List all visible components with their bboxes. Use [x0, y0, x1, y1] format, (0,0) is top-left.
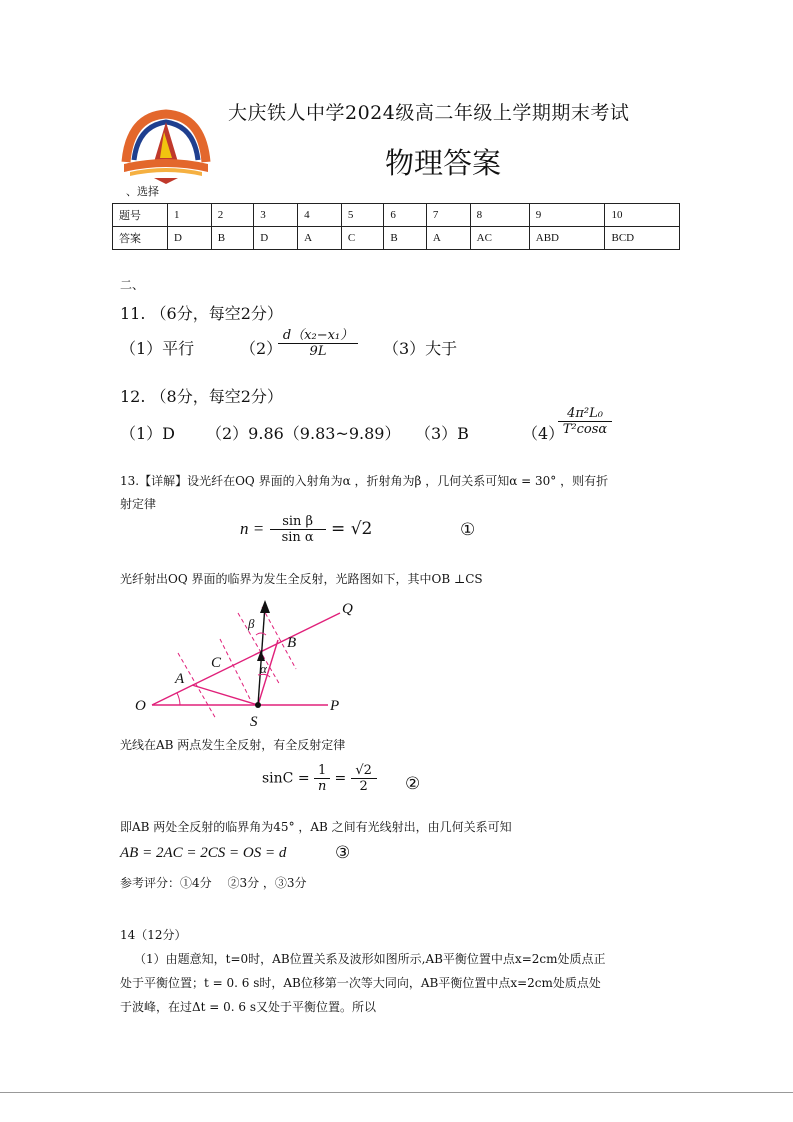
- section-heading-2: 二、: [120, 278, 145, 292]
- arrow-head-top: [260, 600, 270, 613]
- q12-part3: （3）B: [415, 424, 469, 443]
- table-cell: 2: [211, 204, 254, 227]
- q13-line1: 13.【详解】设光纤在OQ 界面的入射角为α ，折射角为β ，几何关系可知α = 30° ，则有折: [120, 474, 609, 488]
- label-O: O: [135, 698, 146, 714]
- q14-header: 14（12分）: [120, 928, 187, 942]
- equation-marker-1: ①: [460, 520, 476, 540]
- table-cell: 答案: [113, 227, 168, 250]
- q13-line3: 光纤射出OQ 界面的临界为发生全反射，光路图如下，其中OB ⊥CS: [120, 572, 483, 586]
- q13-line5: 即AB 两处全反射的临界角为45° ，AB 之间有光线射出，由几何关系可知: [120, 820, 512, 834]
- eq2-f2-num: √2: [355, 763, 372, 778]
- equation-marker-3: ③: [335, 843, 351, 863]
- q12-part4-label: （4）: [522, 424, 565, 443]
- ray-AS: [192, 685, 258, 705]
- table-cell: 8: [470, 204, 529, 227]
- optics-diagram: [130, 595, 360, 730]
- table-cell: A: [426, 227, 470, 250]
- table-cell: 1: [168, 204, 212, 227]
- q11-header: 11. （6分，每空2分）: [120, 304, 283, 323]
- q11-frac-num: d（x₂−x₁）: [282, 328, 354, 343]
- q12-header: 12. （8分，每空2分）: [120, 387, 283, 406]
- table-cell: 题号: [113, 204, 168, 227]
- eq2-eq: =: [334, 770, 347, 787]
- eq2-f1-num: 1: [318, 763, 327, 778]
- q12-frac-num: 4π²L₀: [567, 406, 603, 421]
- table-row: [113, 227, 680, 250]
- q12-part1: （1）D: [120, 424, 176, 443]
- q13-scoring: 参考评分：①4分 ②3分 ，③3分: [120, 876, 307, 890]
- table-cell: D: [254, 227, 298, 250]
- answer-table: [112, 203, 680, 250]
- table-cell: ABD: [529, 227, 605, 250]
- q13-line2: 射定律: [120, 497, 157, 511]
- school-logo: [120, 106, 212, 186]
- table-cell: 6: [384, 204, 427, 227]
- label-P: P: [330, 698, 340, 714]
- label-C: C: [211, 655, 222, 671]
- equation-2: [262, 763, 377, 794]
- q11-part2-label: （2）: [240, 339, 283, 358]
- label-alpha: α: [260, 661, 267, 676]
- eq2-lhs: sinC =: [262, 770, 310, 787]
- q14-line2: 处于平衡位置；t = 0. 6 s时，AB位移第一次等大同向，AB平衡位置中点x=2cm处质点处: [120, 976, 601, 990]
- eq1-num: sin β: [282, 514, 314, 529]
- table-cell: A: [298, 227, 342, 250]
- eq1-rhs: = √2: [331, 519, 373, 539]
- q12-fraction: [558, 406, 612, 437]
- equation-3: AB = 2AC = 2CS = OS = d: [120, 845, 287, 861]
- table-cell: B: [211, 227, 254, 250]
- normal-B-left: [238, 613, 280, 685]
- q12-frac-den: T²cosα: [558, 421, 612, 437]
- q14-line1: （1）由题意知，t=0时，AB位置关系及波形如图所示,AB平衡位置中点x=2cm处质点正: [134, 952, 606, 966]
- table-cell: AC: [470, 227, 529, 250]
- q13-line4: 光线在AB 两点发生全反射，有全反射定律: [120, 738, 346, 752]
- table-cell: 9: [529, 204, 605, 227]
- q14-line3: 于波峰，在过Δt = 0. 6 s又处于平衡位置。所以: [120, 1000, 377, 1014]
- table-row: [113, 204, 680, 227]
- label-A: A: [175, 671, 185, 687]
- q11-fraction: [278, 324, 358, 359]
- eq1-den: sin α: [270, 529, 326, 545]
- angle-arc-O: [177, 693, 180, 705]
- table-cell: BCD: [605, 227, 680, 250]
- eq2-f1-den: n: [314, 778, 330, 794]
- table-cell: 10: [605, 204, 680, 227]
- q11-part3: （3）大于: [383, 339, 458, 358]
- equation-1: [240, 514, 372, 545]
- page-title: 物理答案: [385, 146, 502, 180]
- angle-arc-beta: [256, 633, 266, 635]
- school-title: 大庆铁人中学2024级高二年级上学期期末考试: [228, 102, 630, 124]
- eq1-lhs: n =: [240, 519, 265, 538]
- section-heading-1: 、选择: [126, 185, 159, 198]
- arrow-head-mid: [257, 650, 265, 661]
- label-S: S: [250, 714, 258, 730]
- label-B: B: [287, 635, 297, 651]
- label-beta: β: [248, 616, 255, 631]
- table-cell: 7: [426, 204, 470, 227]
- q11-frac-den: 9L: [278, 343, 358, 359]
- table-cell: 4: [298, 204, 342, 227]
- table-cell: D: [168, 227, 212, 250]
- point-S: [255, 702, 261, 708]
- table-cell: 3: [254, 204, 298, 227]
- label-Q: Q: [342, 601, 353, 617]
- eq2-f2-den: 2: [351, 778, 377, 794]
- equation-marker-2: ②: [405, 774, 421, 794]
- q12-part2: （2）9.86（9.83~9.89）: [206, 424, 401, 443]
- table-cell: 5: [341, 204, 384, 227]
- q11-part1: （1）平行: [120, 339, 195, 358]
- page-bottom-divider: [0, 1092, 793, 1093]
- table-cell: B: [384, 227, 427, 250]
- table-cell: C: [341, 227, 384, 250]
